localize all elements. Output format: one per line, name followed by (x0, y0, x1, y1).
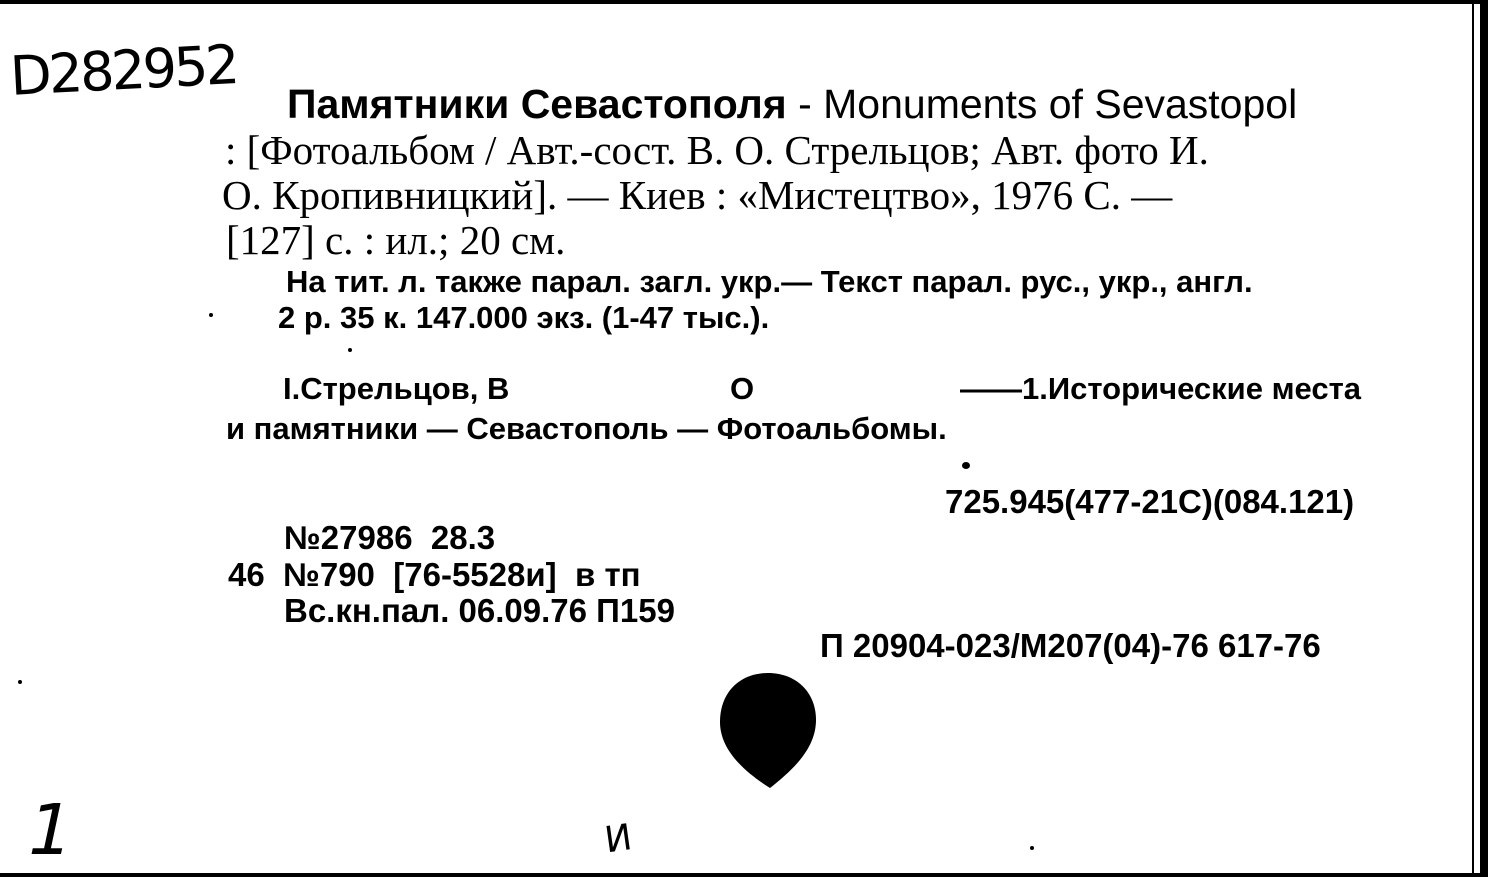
index-line: П 20904-023/М207(04)-76 617-76 (820, 627, 1321, 664)
note-line-2: 2 р. 35 к. 147.000 экз. (1-47 тыс.). (278, 300, 770, 335)
record-line (284, 521, 495, 554)
record-number: №27986 (284, 519, 413, 556)
speck (1030, 846, 1034, 850)
description-line-3: О. Кропивницкий]. — Киев : «Мистецтво», 1976 С. — (222, 172, 1173, 218)
classification-code: 725.945(477-21С)(084.121) (945, 483, 1355, 520)
speck (962, 462, 970, 469)
card-border-right (1480, 0, 1488, 877)
title-ru: Памятники Севастополя (287, 81, 787, 127)
edition-prefix: 46 (228, 556, 265, 593)
edition-code: [76-5528и] (393, 556, 557, 593)
card-border-top (0, 0, 1488, 4)
punch-hole-icon (718, 670, 818, 800)
chamber-line: Вс.кн.пал. 06.09.76 П159 (284, 592, 675, 629)
card-border-right-inner (1472, 0, 1474, 877)
speck (18, 680, 22, 684)
edition-line (228, 558, 641, 591)
title-en: Monuments of Sevastopol (823, 81, 1298, 127)
speck (348, 348, 352, 352)
subject-initial: О (730, 371, 755, 406)
edition-suffix: в тп (574, 556, 641, 593)
hand-mark-bottom: И (602, 817, 632, 862)
title-separator: - (786, 81, 824, 127)
subject-line-2: и памятники — Севастополь — Фотоальбомы. (226, 411, 947, 446)
speck (209, 313, 213, 317)
subject-heading: ——1.Исторические места (960, 371, 1362, 406)
subject-author: I.Стрельцов, В (283, 371, 510, 406)
record-code: 28.3 (430, 519, 496, 556)
title-line (287, 81, 1298, 127)
inventory-number: D282952 (8, 33, 239, 108)
edition-number: №790 (283, 556, 375, 593)
description-line-4: [127] с. : ил.; 20 см. (226, 217, 566, 263)
description-line-2: : [Фотоальбом / Авт.-сост. В. О. Стрельцов; Авт. фото И. (225, 127, 1209, 173)
note-line-1: На тит. л. также парал. загл. укр.— Текст парал. рус., укр., англ. (286, 264, 1253, 299)
card-border-bottom (0, 873, 1488, 877)
hand-mark-left: 1 (19, 789, 79, 871)
